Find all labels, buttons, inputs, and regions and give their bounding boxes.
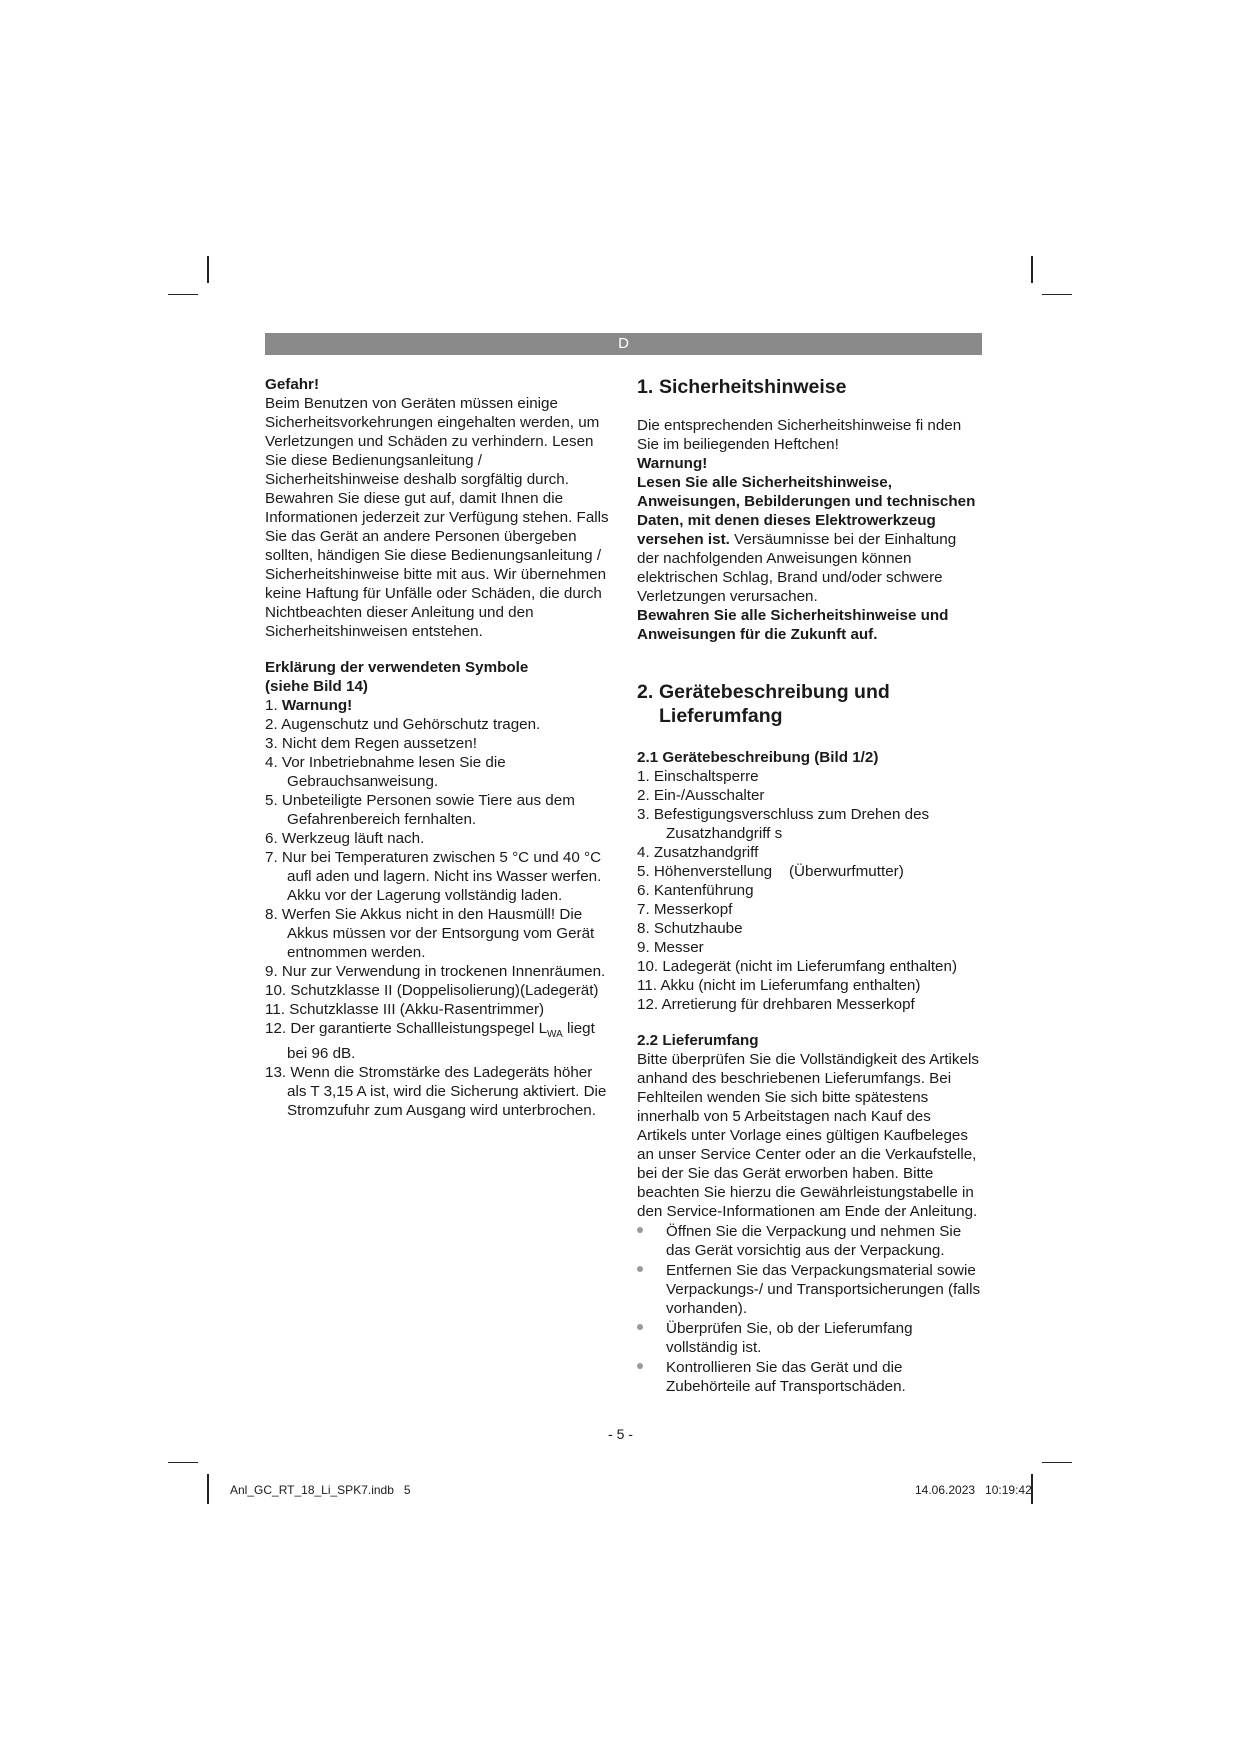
language-bar: D [265, 333, 982, 355]
subsection-2-1-heading: 2.1 Gerätebeschreibung (Bild 1/2) [637, 749, 879, 766]
list-item: 6. Werkzeug läuft nach. [265, 830, 425, 847]
bullet-icon [637, 1227, 643, 1233]
danger-text: Beim Benutzen von Geräten müssen einige Sicherheitsvorkehrungen eingehalten werden, um Verletzungen und Schäden zu verhindern. Lesen Sie diese Bedienungsanleitung / Sicherheitshinweise deshalb sorgfältig durch. Bewahren Sie diese gut auf, damit Ihnen die Informationen jederzeit zur Verfügung stehen. Falls Sie das Gerät an andere Personen übergeben sollten, händigen Sie diese Bedienungsanleitung / Sicherheitshinweise bitte mit aus. Wir übernehmen keine Haftung für Unfälle oder Schäden, die durch Nichtbeachten dieser Anleitung und den Sicherheitshinweisen entstehen. [265, 395, 609, 640]
list-item: 9. Nur zur Verwendung in trockenen Innenräumen. [265, 963, 606, 980]
footer-filename: Anl_GC_RT_18_Li_SPK7.indb 5 [230, 1483, 411, 1497]
list-item: 5. Höhenverstellung (Überwurfmutter) [637, 863, 904, 880]
right-column [637, 375, 982, 1396]
list-item: 4. Vor Inbetriebnahme lesen Sie die Gebrauchsanweisung. [265, 754, 506, 790]
footer-timestamp: 14.06.2023 10:19:42 [915, 1483, 1032, 1497]
list-item: 7. Messerkopf [637, 901, 733, 918]
list-item: 8. Schutzhaube [637, 920, 743, 937]
crop-mark [168, 294, 198, 295]
symbols-subtitle: (siehe Bild 14) [265, 678, 368, 695]
bullet-icon [637, 1266, 643, 1272]
list-item: 6. Kantenführung [637, 882, 754, 899]
bullet-icon [637, 1363, 643, 1369]
crop-mark [1042, 1462, 1072, 1463]
list-item: 10. Schutzklasse II (Doppelisolierung)(Ladegerät) [265, 982, 599, 999]
warning-paragraph: Lesen Sie alle Sicherheitshinweise, Anweisungen, Bebilderungen und technischen Daten, mit denen dieses Elektrowerkzeug versehen ist. Versäumnisse bei der Einhaltung der nachfolgenden Anweisungen können elektrischen Schlag, Brand und/oder schwere Verletzungen verursachen. [637, 474, 976, 605]
keep-instructions: Bewahren Sie alle Sicherheitshinweise und Anweisungen für die Zukunft auf. [637, 607, 949, 643]
section-1-intro: Die entsprechenden Sicherheitshinweise fi nden Sie im beiliegenden Heftchen! [637, 417, 962, 453]
list-item: 10. Ladegerät (nicht im Lieferumfang enthalten) [637, 958, 958, 975]
list-item: Öffnen Sie die Verpackung und nehmen Sie das Gerät vorsichtig aus der Verpackung. [637, 1222, 982, 1260]
list-item: Entfernen Sie das Verpackungsmaterial sowie Verpackungs-/ und Transportsicherungen (falls vorhanden). [637, 1261, 982, 1318]
list-item: 4. Zusatzhandgriff [637, 844, 759, 861]
crop-mark [207, 256, 209, 283]
list-item: 1. Warnung! [265, 697, 353, 714]
parts-list [637, 767, 982, 1014]
scope-of-delivery-text: Bitte überprüfen Sie die Vollständigkeit des Artikels anhand des beschriebenen Lieferumfangs. Bei Fehlteilen wenden Sie sich bitte spätestens innerhalb von 5 Arbeitstagen nach Kauf des Artikels unter Vorlage eines gültigen Kaufbeleges an unser Service Center oder an die Verkaufstelle, bei der Sie das Gerät erworben haben. Bitte beachten Sie hierzu die Gewährleistungstabelle in den Service-Informationen am Ende der Anleitung. [637, 1051, 979, 1220]
list-item: 13. Wenn die Stromstärke des Ladegeräts höher als T 3,15 A ist, wird die Sicherung aktiviert. Die Stromzufuhr zum Ausgang wird unterbrochen. [265, 1064, 607, 1120]
crop-mark [168, 1462, 198, 1463]
crop-mark [1042, 294, 1072, 295]
list-item: 9. Messer [637, 939, 704, 956]
page-number: - 5 - [608, 1426, 633, 1442]
symbols-list [265, 696, 615, 1120]
list-item: 3. Befestigungsverschluss zum Drehen des Zusatzhandgriff s [637, 806, 930, 842]
list-item: 8. Werfen Sie Akkus nicht in den Hausmüll! Die Akkus müssen vor der Entsorgung vom Gerät entnommen werden. [265, 906, 595, 961]
list-item: 12. Der garantierte Schallleistungspegel $L_{WA}$ liegt bei 96 dB. [265, 1020, 595, 1063]
list-item: 2. Ein-/Ausschalter [637, 787, 765, 804]
section-2-heading: 2. Gerätebeschreibung und Lieferumfang [637, 681, 890, 727]
list-item: 1. Einschaltsperre [637, 768, 759, 785]
unpacking-steps [637, 1222, 982, 1396]
crop-mark [207, 1474, 209, 1504]
danger-title: Gefahr! [265, 376, 320, 393]
list-item: 11. Akku (nicht im Lieferumfang enthalten) [637, 977, 921, 994]
section-1-heading: 1. Sicherheitshinweise [637, 376, 847, 398]
list-item: Kontrollieren Sie das Gerät und die Zubehörteile auf Transportschäden. [637, 1358, 982, 1396]
list-item: 11. Schutzklasse III (Akku-Rasentrimmer) [265, 1001, 545, 1018]
list-item: 3. Nicht dem Regen aussetzen! [265, 735, 477, 752]
subsection-2-2-heading: 2.2 Lieferumfang [637, 1032, 759, 1049]
bullet-icon [637, 1324, 643, 1330]
symbols-title: Erklärung der verwendeten Symbole [265, 659, 529, 676]
list-item: 12. Arretierung für drehbaren Messerkopf [637, 996, 915, 1013]
crop-mark [1031, 256, 1033, 283]
list-item: Überprüfen Sie, ob der Lieferumfang vollständig ist. [637, 1319, 982, 1357]
left-column [265, 375, 615, 1120]
list-item: 7. Nur bei Temperaturen zwischen 5 °C und 40 °C aufl aden und lagern. Nicht ins Wasser werfen. Akku vor der Lagerung vollständig laden. [265, 849, 602, 904]
list-item: 5. Unbeteiligte Personen sowie Tiere aus dem Gefahrenbereich fernhalten. [265, 792, 575, 828]
warning-label: Warnung! [637, 455, 708, 472]
list-item: 2. Augenschutz und Gehörschutz tragen. [265, 716, 541, 733]
